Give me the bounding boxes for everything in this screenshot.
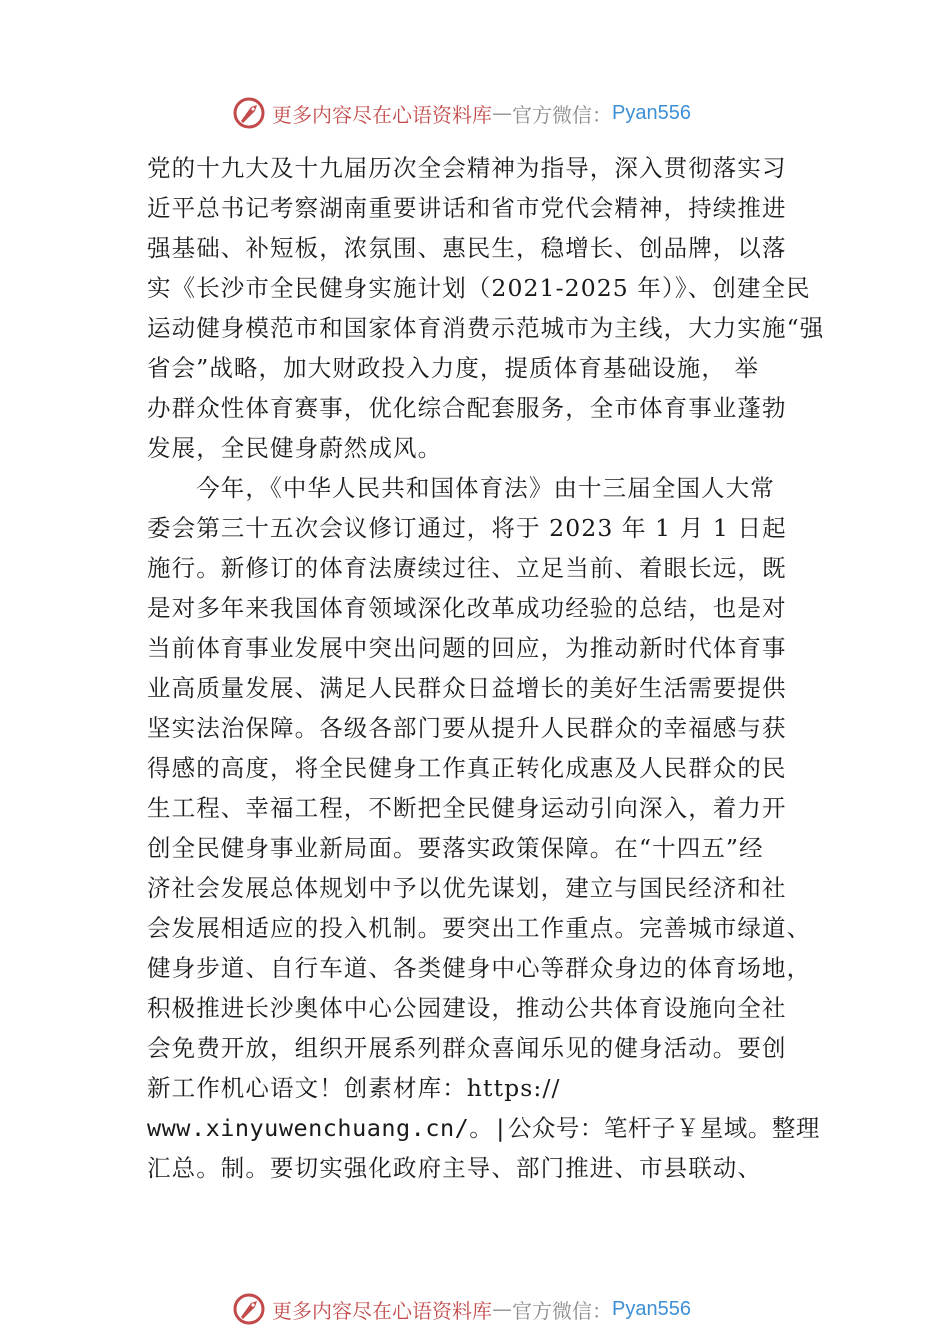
footer-wechat-label: 官方微信：: [512, 1298, 612, 1323]
text-line: 实《长沙市全民健身实施计划（2021-2025 年）》、创建全民: [147, 274, 811, 302]
text-line: 当前体育事业发展中突出问题的回应，为推动新时代体育事: [147, 634, 787, 662]
text-line: 会免费开放，组织开展系列群众喜闻乐见的健身活动。要创: [147, 1034, 787, 1062]
text-line: 今年，《中华人民共和国体育法》由十三届全国人大常: [147, 474, 775, 502]
text-line: 业高质量发展、满足人民群众日益增长的美好生活需要提供: [147, 674, 787, 702]
footer-banner: [232, 1292, 752, 1326]
text-line: 运动健身模范市和国家体育消费示范城市为主线，大力实施“强: [147, 314, 825, 342]
text-line: 积极推进长沙奥体中心公园建设，推动公共体育设施向全社: [147, 994, 787, 1022]
header-title: 更多内容尽在心语资料库: [272, 102, 492, 127]
text-line: 委会第三十五次会议修订通过，将于 2023 年 1 月 1 日起: [147, 514, 787, 542]
text-line: 健身步道、自行车道、各类健身中心等群众身边的体育场地，: [147, 954, 812, 982]
footer-wechat-id: Pyan556: [612, 1297, 691, 1320]
header-wechat-id: Pyan556: [612, 101, 691, 124]
text-line: 坚实法治保障。各级各部门要从提升人民群众的幸福感与获: [147, 714, 787, 742]
text-line: 省会”战略，加大财政投入力度，提质体育基础设施， 举: [147, 354, 760, 382]
text-line: 党的十九大及十九届历次全会精神为指导，深入贯彻落实习: [147, 154, 787, 182]
text-line: 办群众性体育赛事，优化综合配套服务，全市体育事业蓬勃: [147, 394, 787, 422]
text-line: 生工程、幸福工程，不断把全民健身运动引向深入，着力开: [147, 794, 787, 822]
footer-separator: —: [492, 1297, 512, 1321]
text-line: 济社会发展总体规划中予以优先谋划，建立与国民经济和社: [147, 874, 787, 902]
header-wechat-label: 官方微信：: [512, 102, 612, 127]
text-line: 新工作机心语文！创素材库：https://: [147, 1074, 561, 1102]
text-line: 施行。新修订的体育法赓续过往、立足当前、着眼长远，既: [147, 554, 787, 582]
pen-nib-logo-icon: [232, 96, 266, 130]
header-banner: [232, 96, 752, 130]
text-line: 强基础、补短板，浓氛围、惠民生，稳增长、创品牌，以落: [147, 234, 787, 262]
text-line: 汇总。制。要切实强化政府主导、部门推进、市县联动、: [147, 1154, 762, 1182]
document-body: [147, 148, 825, 1188]
text-line: 创全民健身事业新局面。要落实政策保障。在“十四五”经: [147, 834, 764, 862]
text-line: 是对多年来我国体育领域深化改革成功经验的总结，也是对: [147, 594, 787, 622]
text-line-url: www.xinyuwenchuang.cn/。|公众号：笔杆子￥星域。整理: [147, 1114, 820, 1142]
text-line: 发展，全民健身蔚然成风。: [147, 434, 443, 462]
text-line: 近平总书记考察湖南重要讲话和省市党代会精神，持续推进: [147, 194, 787, 222]
text-line: 得感的高度，将全民健身工作真正转化成惠及人民群众的民: [147, 754, 787, 782]
text-line: 会发展相适应的投入机制。要突出工作重点。完善城市绿道、: [147, 914, 812, 942]
footer-title: 更多内容尽在心语资料库: [272, 1298, 492, 1323]
header-separator: —: [492, 101, 512, 125]
pen-nib-logo-icon: [232, 1292, 266, 1326]
